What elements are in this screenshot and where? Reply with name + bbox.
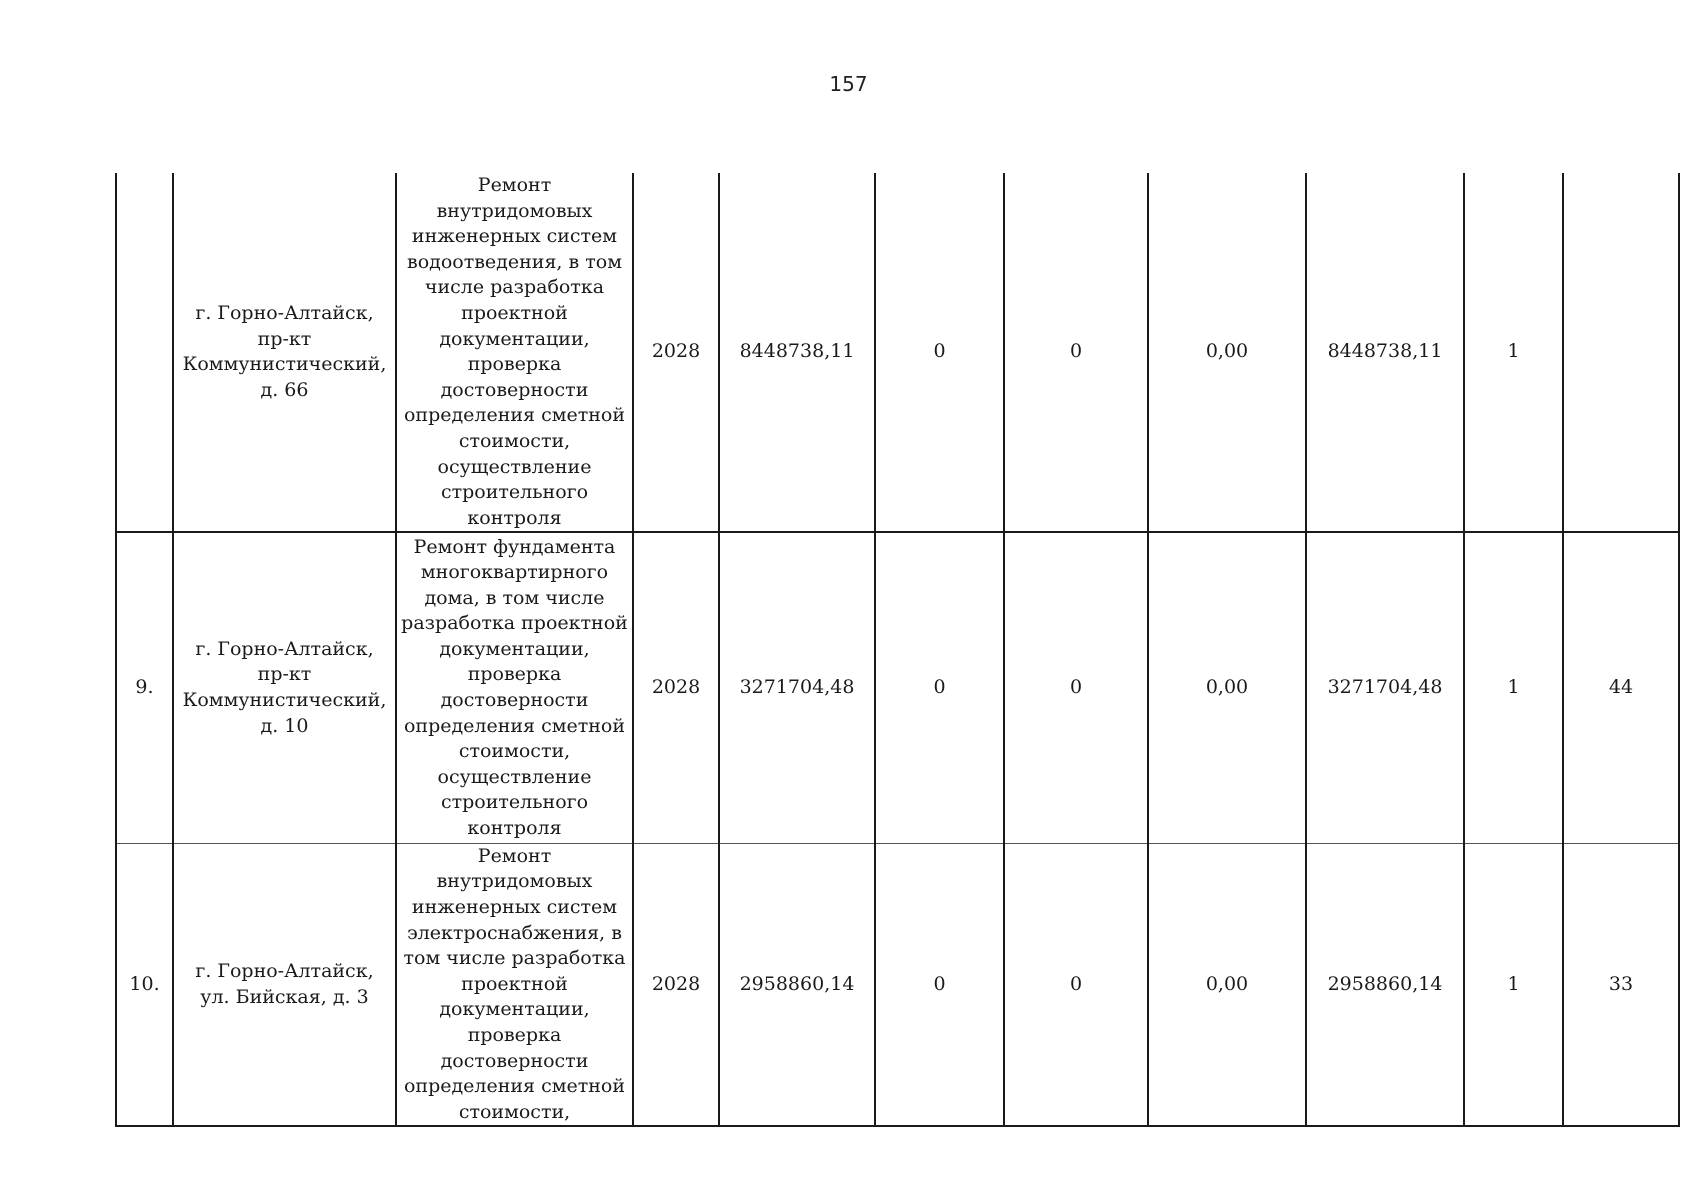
value-cell: 44 [1563,532,1679,843]
row-number-cell [116,173,173,532]
row-number-cell: 9. [116,532,173,843]
total-cost-cell: 2958860,14 [719,843,875,1126]
value-cell: 8448738,11 [1306,173,1464,532]
address-cell: г. Горно-Алтайск, ул. Бийская, д. 3 [173,843,396,1126]
value-cell: 3271704,48 [1306,532,1464,843]
year-cell: 2028 [633,843,719,1126]
value-cell: 0 [1004,173,1148,532]
year-cell: 2028 [633,532,719,843]
address-cell: г. Горно-Алтайск, пр-кт Коммунистический, д. 10 [173,532,396,843]
table-row [116,532,1679,843]
table-row [116,173,1679,532]
table-row [116,843,1679,1126]
work-type-cell: Ремонт внутридомовых инженерных систем электроснабжения, в том числе разработка проектной документации, проверка достоверности определения сметной стоимости, [396,843,633,1126]
value-cell: 1 [1464,843,1563,1126]
total-cost-cell: 3271704,48 [719,532,875,843]
repair-program-table [115,173,1680,1127]
work-type-cell: Ремонт внутридомовых инженерных систем водоотведения, в том числе разработка проектной документации, проверка достоверности определения сметной стоимости, осуществление строительного контроля [396,173,633,532]
value-cell: 0,00 [1148,843,1306,1126]
value-cell: 2958860,14 [1306,843,1464,1126]
address-cell: г. Горно-Алтайск, пр-кт Коммунистический, д. 66 [173,173,396,532]
value-cell: 0 [1004,532,1148,843]
value-cell: 33 [1563,843,1679,1126]
value-cell: 0,00 [1148,532,1306,843]
work-type-cell: Ремонт фундамента многоквартирного дома, в том числе разработка проектной документации, проверка достоверности определения сметной стоимости, осуществление строительного контроля [396,532,633,843]
year-cell: 2028 [633,173,719,532]
value-cell: 0 [875,843,1004,1126]
row-number-cell: 10. [116,843,173,1126]
value-cell: 0 [875,532,1004,843]
value-cell: 0 [875,173,1004,532]
value-cell: 1 [1464,173,1563,532]
value-cell: 0 [1004,843,1148,1126]
page-number: 157 [829,72,868,96]
total-cost-cell: 8448738,11 [719,173,875,532]
value-cell: 0,00 [1148,173,1306,532]
value-cell [1563,173,1679,532]
value-cell: 1 [1464,532,1563,843]
